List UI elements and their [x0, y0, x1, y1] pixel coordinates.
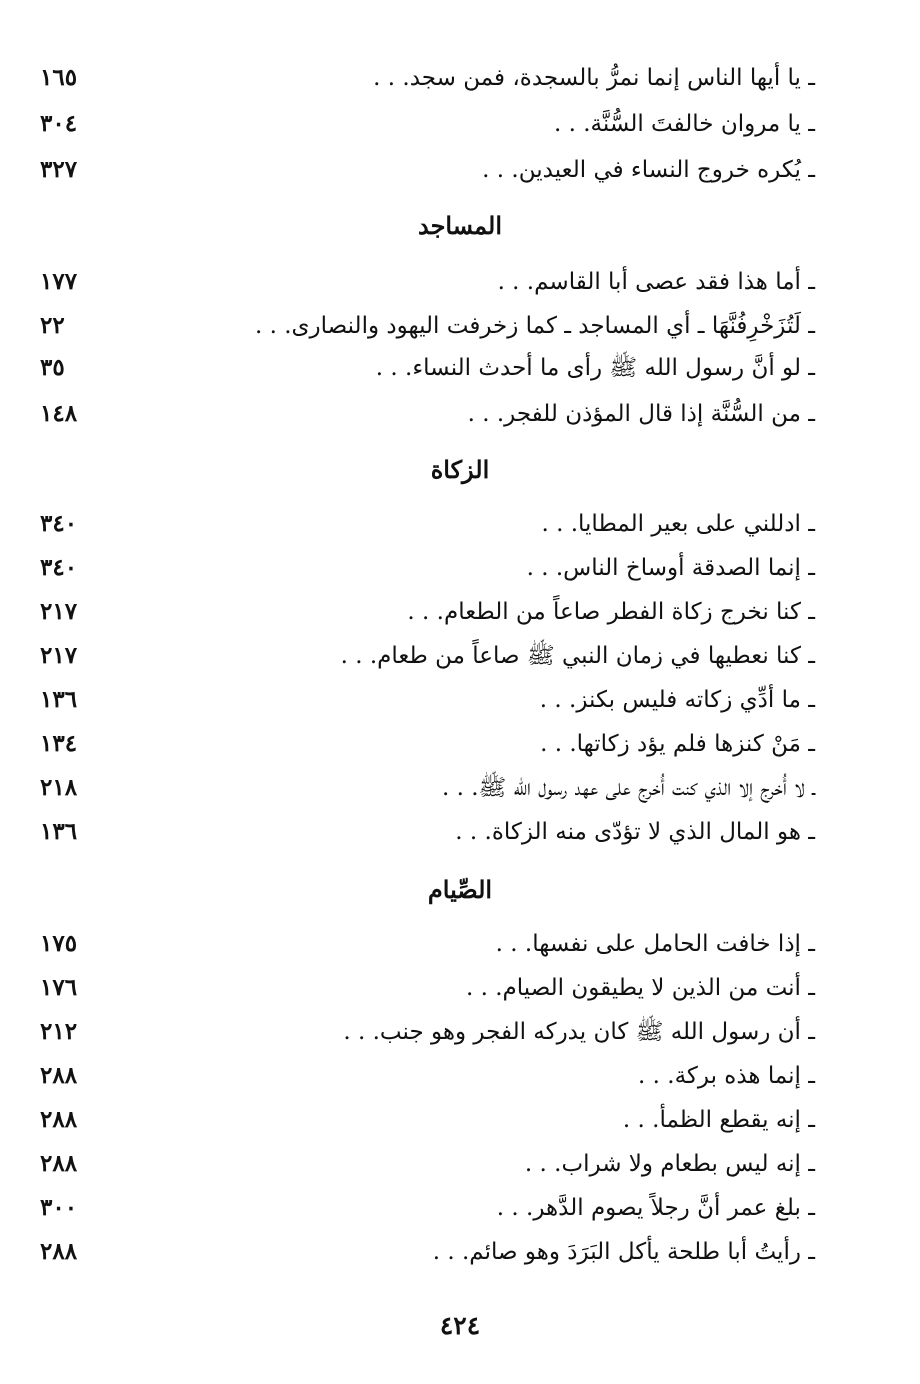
- entry-page-number: ٢٨٨: [40, 1106, 78, 1133]
- index-entry: [40, 680, 815, 720]
- entry-text: ـ إنه ليس بطعام ولا شراب. . .: [524, 1151, 815, 1177]
- entry-page-number: ٣٤٠: [40, 510, 78, 537]
- index-entry: [40, 348, 815, 388]
- index-entry: [40, 504, 815, 544]
- entry-page-number: ٢٨٨: [40, 1062, 78, 1089]
- index-entry: [40, 812, 815, 852]
- entry-text: ـ ادللني على بعير المطايا. . .: [541, 511, 815, 537]
- index-entry: [40, 1012, 815, 1052]
- entry-text: ـ إنما هذه بركة. . .: [638, 1063, 815, 1089]
- section-heading: الزكاة: [430, 455, 490, 484]
- entry-text: ـ يا أيها الناس إنما نمرُّ بالسجدة، فمن سجد. . .: [373, 65, 815, 91]
- index-entry: [40, 58, 815, 98]
- entry-text: ـ لَتُزَخْرِفُنَّهَا ـ أي المساجد ـ كما زخرفت اليهود والنصارى. . .: [255, 313, 815, 339]
- index-entry: [40, 394, 815, 434]
- entry-page-number: ١٤٨: [40, 400, 78, 427]
- entry-text: ـ إنه يقطع الظمأ. . .: [622, 1107, 815, 1133]
- entry-page-number: ٢٨٨: [40, 1150, 78, 1177]
- entry-page-number: ١٦٥: [40, 64, 78, 91]
- entry-text: ـ مَنْ كنزها فلم يؤد زكاتها. . .: [540, 731, 815, 757]
- section-heading: الصِّيام: [427, 875, 493, 904]
- entry-text: ـ بلغ عمر أنَّ رجلاً يصوم الدَّهر. . .: [496, 1195, 815, 1221]
- entry-page-number: ١٧٧: [40, 268, 78, 295]
- entry-page-number: ٣٥: [40, 354, 65, 381]
- entry-text: ـ لا أُخرج إلا الذي كنت أُخرج على عهد رسول الله ﷺ. . .: [442, 775, 815, 801]
- entry-text: ـ كنا نخرج زكاة الفطر صاعاً من الطعام. . .: [407, 599, 815, 625]
- index-entry: [40, 150, 815, 190]
- entry-text: ـ من السُّنَّة إذا قال المؤذن للفجر. . .: [467, 401, 815, 427]
- index-entry: [40, 262, 815, 302]
- entry-page-number: ١٣٦: [40, 818, 78, 845]
- entry-text: ـ رأيتُ أبا طلحة يأكل البَرَدَ وهو صائم. . .: [432, 1239, 815, 1265]
- index-entry: [40, 306, 815, 346]
- entry-text: ـ إنما الصدقة أوساخ الناس. . .: [526, 555, 815, 581]
- index-entry: [40, 104, 815, 144]
- index-entry: [40, 1100, 815, 1140]
- entry-page-number: ٢٢: [40, 312, 65, 339]
- entry-page-number: ٢١٧: [40, 642, 78, 669]
- entry-page-number: ٣٠٤: [40, 110, 78, 137]
- entry-text: ـ ما أدِّي زكاته فليس بكنز. . .: [539, 687, 815, 713]
- entry-page-number: ٣٠٠: [40, 1194, 78, 1221]
- entry-text: ـ هو المال الذي لا تؤدّى منه الزكاة. . .: [455, 819, 815, 845]
- entry-text: ـ يا مروان خالفتَ السُّنَّة. . .: [554, 111, 815, 137]
- entry-page-number: ٣٢٧: [40, 156, 78, 183]
- index-entry: [40, 968, 815, 1008]
- index-entry: [40, 1056, 815, 1096]
- index-entry: [40, 636, 815, 676]
- index-entry: [40, 768, 815, 808]
- entry-page-number: ١٧٦: [40, 974, 78, 1001]
- index-entry: [40, 724, 815, 764]
- index-entry: [40, 1232, 815, 1272]
- entry-page-number: ٢١٢: [40, 1018, 78, 1045]
- entry-page-number: ٢١٧: [40, 598, 78, 625]
- index-entry: [40, 1144, 815, 1184]
- entry-page-number: ١٣٦: [40, 686, 78, 713]
- entry-text: ـ يُكره خروج النساء في العيدين. . .: [482, 157, 815, 183]
- entry-text: ـ إذا خافت الحامل على نفسها. . .: [495, 931, 815, 957]
- index-entry: [40, 592, 815, 632]
- index-entry: [40, 1188, 815, 1228]
- index-entry: [40, 548, 815, 588]
- entry-text: ـ كنا نعطيها في زمان النبي ﷺ صاعاً من طعام. . .: [340, 643, 815, 669]
- section-heading: المساجد: [417, 211, 502, 240]
- entry-text: ـ أما هذا فقد عصى أبا القاسم. . .: [497, 269, 815, 295]
- entry-page-number: ٢١٨: [40, 774, 78, 801]
- entry-page-number: ٣٤٠: [40, 554, 78, 581]
- entry-page-number: ١٣٤: [40, 730, 78, 757]
- page-number: ٤٢٤: [439, 1311, 481, 1340]
- index-entry: [40, 924, 815, 964]
- entry-text: ـ أنت من الذين لا يطيقون الصيام. . .: [465, 975, 815, 1001]
- entry-text: ـ أن رسول الله ﷺ كان يدركه الفجر وهو جنب. . .: [343, 1019, 815, 1045]
- entry-text: ـ لو أنَّ رسول الله ﷺ رأى ما أحدث النساء. . .: [375, 355, 815, 381]
- entry-page-number: ٢٨٨: [40, 1238, 78, 1265]
- entry-page-number: ١٧٥: [40, 930, 78, 957]
